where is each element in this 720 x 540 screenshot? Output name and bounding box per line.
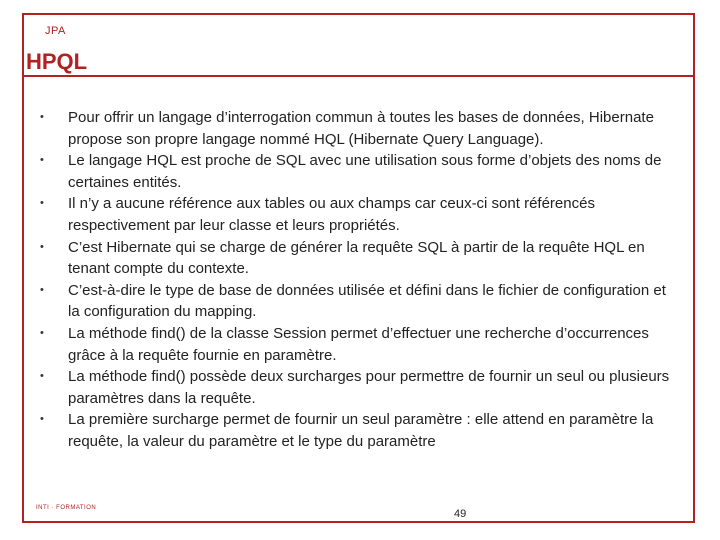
footer-logo: INTI · FORMATION [36, 505, 97, 511]
bullet-text: La première surcharge permet de fournir un seul paramètre : elle attend en paramètre la requête, la valeur du paramètre et le type du paramètre [68, 411, 654, 450]
bullet-marker: • [40, 413, 44, 426]
bullet-text: C’est Hibernate qui se charge de générer la requête SQL à partir de la requête HQL en tenant compte du contexte. [68, 238, 645, 278]
bullet-item [40, 237, 680, 280]
bullet-marker: • [40, 111, 44, 123]
bullet-text: Pour offrir un langage d’interrogation commun à toutes les bases de données, Hibernate propose son propre langage nommé HQL (Hibernate Query Language). [68, 109, 654, 148]
bullet-text: Il n’y a aucune référence aux tables ou aux champs car ceux-ci sont référencés respectivement par leur classe et leurs propriétés. [68, 195, 595, 234]
bullet-item [40, 150, 680, 193]
bullet-marker: • [40, 240, 44, 253]
bullet-text: La méthode find() possède deux surcharges pour permettre de fournir un seul ou plusieurs paramètres dans la requête. [68, 368, 670, 407]
header-divider [22, 75, 695, 77]
bullet-text: Le langage HQL est proche de SQL avec une utilisation sous forme d’objets des noms de certaines entités. [68, 152, 662, 191]
bullet-marker: • [40, 154, 44, 167]
page-number: 49 [454, 508, 467, 520]
bullet-text: La méthode find() de la classe Session permet d’effectuer une recherche d’occurrences grâce à la requête fournie en paramètre. [68, 324, 649, 364]
slide-title: HPQL [26, 49, 88, 74]
bullet-marker: • [40, 326, 44, 339]
bullet-item [40, 107, 680, 150]
bullet-item [40, 323, 680, 366]
bullet-marker: • [40, 283, 44, 296]
bullet-item [40, 409, 680, 452]
bullet-list [40, 107, 680, 453]
bullet-marker: • [40, 370, 44, 383]
bullet-item [40, 193, 680, 236]
bullet-item [40, 366, 680, 409]
bullet-marker: • [40, 197, 44, 210]
top-border [22, 13, 695, 15]
bottom-border [22, 521, 695, 523]
bullet-item [40, 280, 680, 323]
bullet-text: C’est-à-dire le type de base de données utilisée et défini dans le fichier de configuration et la configuration du mapping. [68, 281, 666, 321]
section-label: JPA [45, 25, 66, 37]
